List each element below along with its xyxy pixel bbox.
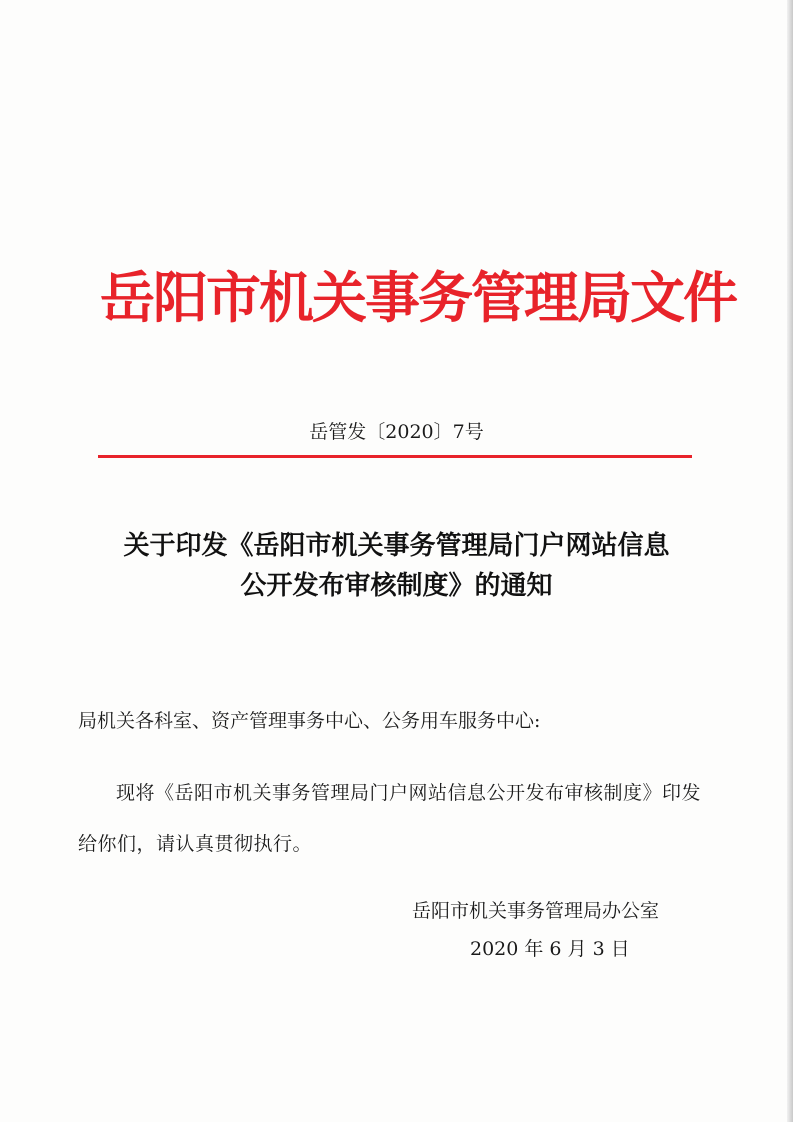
document-number: 岳管发〔2020〕7号 <box>309 421 484 443</box>
document-masthead: 岳阳市机关事务管理局文件 <box>100 265 737 330</box>
document-title-line-1: 关于印发《岳阳市机关事务管理局门户网站信息 <box>123 531 670 561</box>
document-title <box>60 526 733 606</box>
issue-date: 2020 年 6 月 3 日 <box>470 938 630 960</box>
page-edge-shadow <box>787 0 793 1122</box>
document-title-line-2: 公开发布审核制度》的通知 <box>240 571 553 601</box>
red-separator-line <box>98 455 692 458</box>
salutation: 局机关各科室、资产管理事务中心、公务用车服务中心: <box>78 710 541 732</box>
body-paragraph: 现将《岳阳市机关事务管理局门户网站信息公开发布审核制度》印发给你们，请认真贯彻执行。 <box>78 782 702 855</box>
issuing-office: 岳阳市机关事务管理局办公室 <box>412 900 660 922</box>
